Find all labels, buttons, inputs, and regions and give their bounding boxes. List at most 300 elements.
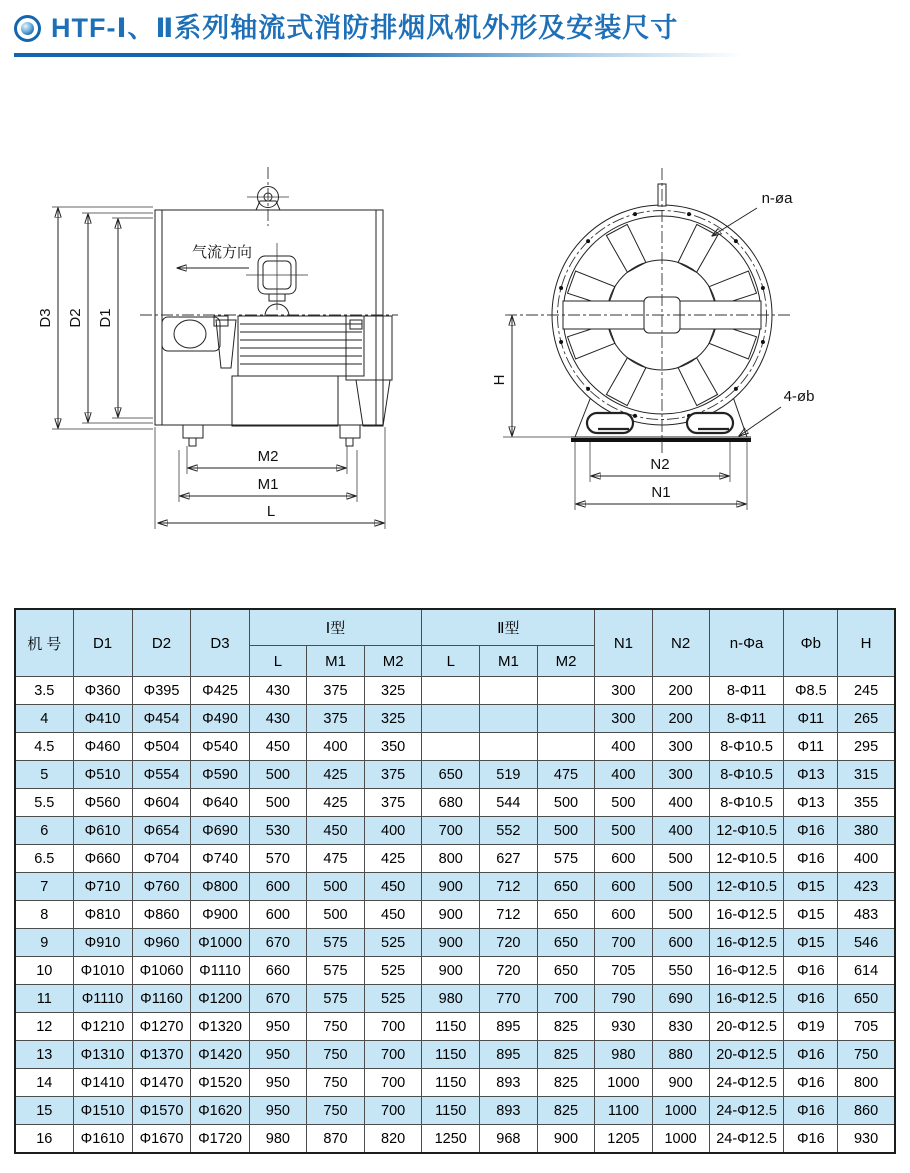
table-row — [15, 1041, 895, 1069]
value-cell: Φ1110 — [73, 985, 132, 1013]
motor-assembly — [162, 316, 392, 426]
value-cell: 450 — [249, 733, 307, 761]
value-cell: Φ604 — [132, 789, 191, 817]
value-cell: Φ1510 — [73, 1097, 132, 1125]
value-cell: 968 — [480, 1125, 538, 1154]
value-cell: Φ1370 — [132, 1041, 191, 1069]
value-cell: 375 — [307, 677, 365, 705]
value-cell: Φ19 — [784, 1013, 838, 1041]
value-cell: 600 — [249, 901, 307, 929]
value-cell: 825 — [537, 1097, 595, 1125]
value-cell: 300 — [595, 677, 652, 705]
title-bullet-icon — [14, 15, 41, 42]
value-cell: 475 — [537, 761, 595, 789]
value-cell: 750 — [307, 1097, 365, 1125]
value-cell: 900 — [422, 929, 480, 957]
value-cell: 500 — [652, 873, 709, 901]
value-cell: 720 — [480, 957, 538, 985]
value-cell: 950 — [249, 1097, 307, 1125]
value-cell: Φ1620 — [191, 1097, 249, 1125]
value-cell — [422, 677, 480, 705]
dim-label-d1: D1 — [97, 308, 114, 328]
value-cell: Φ1520 — [191, 1069, 249, 1097]
value-cell: 325 — [364, 705, 422, 733]
value-cell: Φ13 — [784, 789, 838, 817]
value-cell: Φ1110 — [191, 957, 249, 985]
value-cell: 980 — [422, 985, 480, 1013]
value-cell: Φ460 — [73, 733, 132, 761]
value-cell: 720 — [480, 929, 538, 957]
value-cell: 400 — [652, 817, 709, 845]
model-cell: 8 — [15, 901, 73, 929]
value-cell: 820 — [364, 1125, 422, 1154]
value-cell: 750 — [838, 1041, 895, 1069]
value-cell: Φ15 — [784, 929, 838, 957]
value-cell: 825 — [537, 1013, 595, 1041]
value-cell: 350 — [364, 733, 422, 761]
value-cell: Φ704 — [132, 845, 191, 873]
value-cell: Φ16 — [784, 817, 838, 845]
value-cell: 950 — [249, 1041, 307, 1069]
value-cell: 575 — [307, 957, 365, 985]
value-cell: 700 — [364, 1013, 422, 1041]
model-cell: 4 — [15, 705, 73, 733]
junction-box — [246, 243, 308, 316]
table-row — [15, 761, 895, 789]
value-cell: Φ660 — [73, 845, 132, 873]
value-cell: 475 — [307, 845, 365, 873]
value-cell: 400 — [364, 817, 422, 845]
value-cell: 8-Φ10.5 — [709, 761, 784, 789]
value-cell: 200 — [652, 705, 709, 733]
value-cell: 300 — [652, 733, 709, 761]
value-cell: 705 — [838, 1013, 895, 1041]
table-row — [15, 789, 895, 817]
value-cell: 12-Φ10.5 — [709, 873, 784, 901]
value-cell: 500 — [249, 789, 307, 817]
value-cell: 980 — [595, 1041, 652, 1069]
table-row — [15, 733, 895, 761]
value-cell: Φ454 — [132, 705, 191, 733]
base-hole-callout: 4-øb — [783, 388, 815, 405]
value-cell: 712 — [480, 873, 538, 901]
value-cell: 423 — [838, 873, 895, 901]
bolt-ring-callout: n-øa — [761, 190, 793, 207]
value-cell: 575 — [537, 845, 595, 873]
value-cell: 425 — [307, 761, 365, 789]
value-cell: Φ15 — [784, 873, 838, 901]
value-cell: Φ1060 — [132, 957, 191, 985]
value-cell: 600 — [595, 845, 652, 873]
model-cell: 16 — [15, 1125, 73, 1154]
value-cell: Φ610 — [73, 817, 132, 845]
value-cell — [480, 733, 538, 761]
dim-label-n2: N2 — [650, 456, 670, 473]
value-cell: Φ490 — [191, 705, 249, 733]
value-cell: 700 — [595, 929, 652, 957]
table-row — [15, 705, 895, 733]
value-cell: 680 — [422, 789, 480, 817]
value-cell: Φ1310 — [73, 1041, 132, 1069]
value-cell: 650 — [537, 957, 595, 985]
value-cell: Φ16 — [784, 957, 838, 985]
value-cell: 12-Φ10.5 — [709, 845, 784, 873]
model-cell: 3.5 — [15, 677, 73, 705]
value-cell: 525 — [364, 929, 422, 957]
value-cell: 1205 — [595, 1125, 652, 1154]
value-cell: Φ360 — [73, 677, 132, 705]
value-cell: Φ560 — [73, 789, 132, 817]
value-cell: 870 — [307, 1125, 365, 1154]
dim-label-n1: N1 — [651, 484, 671, 501]
model-cell: 13 — [15, 1041, 73, 1069]
value-cell: 544 — [480, 789, 538, 817]
value-cell: 1000 — [595, 1069, 652, 1097]
value-cell: 24-Φ12.5 — [709, 1069, 784, 1097]
airflow-label: 气流方向 — [191, 244, 253, 261]
table-body — [15, 677, 895, 1154]
model-cell: 11 — [15, 985, 73, 1013]
value-cell: 8-Φ10.5 — [709, 789, 784, 817]
col-header-phi-b: Φb — [784, 609, 838, 677]
dim-label-l: L — [266, 503, 276, 520]
value-cell: Φ16 — [784, 1041, 838, 1069]
value-cell: 670 — [249, 929, 307, 957]
value-cell: Φ800 — [191, 873, 249, 901]
value-cell: 750 — [307, 1013, 365, 1041]
col-header-d1: D1 — [73, 609, 132, 677]
value-cell — [480, 705, 538, 733]
value-cell: 500 — [652, 901, 709, 929]
value-cell: 1000 — [652, 1097, 709, 1125]
dim-label-m2: M2 — [257, 448, 279, 465]
value-cell: 705 — [595, 957, 652, 985]
value-cell: 860 — [838, 1097, 895, 1125]
model-cell: 4.5 — [15, 733, 73, 761]
value-cell: Φ16 — [784, 845, 838, 873]
value-cell: 552 — [480, 817, 538, 845]
title-underline — [14, 53, 744, 57]
table-row — [15, 1069, 895, 1097]
value-cell: 880 — [652, 1041, 709, 1069]
value-cell: Φ16 — [784, 985, 838, 1013]
value-cell: Φ740 — [191, 845, 249, 873]
value-cell: Φ13 — [784, 761, 838, 789]
table-row — [15, 873, 895, 901]
value-cell: Φ1720 — [191, 1125, 249, 1154]
value-cell: Φ11 — [784, 705, 838, 733]
value-cell: 570 — [249, 845, 307, 873]
value-cell: 200 — [652, 677, 709, 705]
value-cell: Φ1420 — [191, 1041, 249, 1069]
value-cell: 500 — [307, 873, 365, 901]
value-cell: 600 — [249, 873, 307, 901]
value-cell: 325 — [364, 677, 422, 705]
value-cell: 375 — [364, 761, 422, 789]
model-cell: 7 — [15, 873, 73, 901]
value-cell: 670 — [249, 985, 307, 1013]
value-cell: 425 — [364, 845, 422, 873]
model-cell: 12 — [15, 1013, 73, 1041]
lifting-eye — [247, 167, 289, 226]
value-cell: Φ1610 — [73, 1125, 132, 1154]
front-view-drawing — [491, 168, 814, 510]
value-cell: 500 — [537, 789, 595, 817]
col-header-n-phi-a: n-Φa — [709, 609, 784, 677]
dim-label-h: H — [491, 374, 508, 386]
value-cell: 550 — [652, 957, 709, 985]
value-cell: Φ1320 — [191, 1013, 249, 1041]
value-cell: Φ554 — [132, 761, 191, 789]
col-header-type1-m1: M1 — [307, 646, 365, 677]
table-row — [15, 901, 895, 929]
model-cell: 6.5 — [15, 845, 73, 873]
value-cell: 8-Φ11 — [709, 705, 784, 733]
col-header-d3: D3 — [191, 609, 249, 677]
value-cell: Φ1160 — [132, 985, 191, 1013]
value-cell: 650 — [838, 985, 895, 1013]
value-cell: 16-Φ12.5 — [709, 985, 784, 1013]
col-header-n2: N2 — [652, 609, 709, 677]
value-cell: 400 — [838, 845, 895, 873]
value-cell: 24-Φ12.5 — [709, 1125, 784, 1154]
value-cell: 16-Φ12.5 — [709, 929, 784, 957]
value-cell: Φ425 — [191, 677, 249, 705]
value-cell: Φ510 — [73, 761, 132, 789]
value-cell: 24-Φ12.5 — [709, 1097, 784, 1125]
value-cell: 700 — [364, 1041, 422, 1069]
value-cell: 315 — [838, 761, 895, 789]
col-header-type2: Ⅱ型 — [422, 609, 595, 646]
value-cell: 265 — [838, 705, 895, 733]
value-cell: 700 — [364, 1069, 422, 1097]
value-cell: 650 — [537, 929, 595, 957]
value-cell: 600 — [652, 929, 709, 957]
value-cell: 500 — [652, 845, 709, 873]
value-cell: Φ760 — [132, 873, 191, 901]
value-cell: Φ410 — [73, 705, 132, 733]
table-row — [15, 1097, 895, 1125]
dimension-table — [14, 608, 896, 1154]
value-cell: 830 — [652, 1013, 709, 1041]
value-cell: 450 — [364, 901, 422, 929]
value-cell: 530 — [249, 817, 307, 845]
value-cell: 375 — [364, 789, 422, 817]
value-cell: Φ16 — [784, 1097, 838, 1125]
value-cell: Φ1470 — [132, 1069, 191, 1097]
value-cell: 430 — [249, 705, 307, 733]
value-cell: 1100 — [595, 1097, 652, 1125]
value-cell: Φ690 — [191, 817, 249, 845]
value-cell: Φ395 — [132, 677, 191, 705]
model-cell: 5 — [15, 761, 73, 789]
col-header-model: 机 号 — [15, 609, 73, 677]
value-cell: 712 — [480, 901, 538, 929]
value-cell: Φ1010 — [73, 957, 132, 985]
model-cell: 10 — [15, 957, 73, 985]
value-cell: Φ810 — [73, 901, 132, 929]
col-header-h: H — [838, 609, 895, 677]
value-cell: 825 — [537, 1041, 595, 1069]
dim-label-d2: D2 — [67, 308, 84, 328]
value-cell: Φ1210 — [73, 1013, 132, 1041]
value-cell: 525 — [364, 985, 422, 1013]
value-cell: 900 — [422, 957, 480, 985]
value-cell: 295 — [838, 733, 895, 761]
value-cell: 16-Φ12.5 — [709, 957, 784, 985]
value-cell: 500 — [249, 761, 307, 789]
value-cell: Φ910 — [73, 929, 132, 957]
value-cell: 800 — [838, 1069, 895, 1097]
dim-label-m1: M1 — [257, 476, 279, 493]
value-cell: 400 — [652, 789, 709, 817]
value-cell: 355 — [838, 789, 895, 817]
value-cell: 400 — [307, 733, 365, 761]
value-cell: 650 — [537, 873, 595, 901]
model-cell: 5.5 — [15, 789, 73, 817]
side-view-drawing — [37, 167, 398, 529]
diameter-dimensions — [37, 207, 153, 429]
value-cell: 893 — [480, 1069, 538, 1097]
value-cell: Φ860 — [132, 901, 191, 929]
value-cell: Φ16 — [784, 1125, 838, 1154]
value-cell: 900 — [422, 901, 480, 929]
value-cell: 660 — [249, 957, 307, 985]
value-cell — [537, 733, 595, 761]
table-row — [15, 1125, 895, 1154]
value-cell: 600 — [595, 873, 652, 901]
value-cell: 483 — [838, 901, 895, 929]
value-cell: 400 — [595, 761, 652, 789]
page-title: HTF-Ⅰ、Ⅱ系列轴流式消防排烟风机外形及安装尺寸 — [51, 13, 679, 43]
value-cell: 450 — [364, 873, 422, 901]
value-cell: Φ1000 — [191, 929, 249, 957]
dim-label-d3: D3 — [37, 308, 54, 328]
value-cell — [422, 705, 480, 733]
table-row — [15, 677, 895, 705]
table-row — [15, 817, 895, 845]
value-cell: 614 — [838, 957, 895, 985]
value-cell: Φ8.5 — [784, 677, 838, 705]
table-row — [15, 929, 895, 957]
value-cell: Φ960 — [132, 929, 191, 957]
value-cell: 700 — [364, 1097, 422, 1125]
value-cell: 575 — [307, 985, 365, 1013]
value-cell: 20-Φ12.5 — [709, 1041, 784, 1069]
value-cell: 930 — [838, 1125, 895, 1154]
model-cell: 6 — [15, 817, 73, 845]
col-header-d2: D2 — [132, 609, 191, 677]
value-cell: 450 — [307, 817, 365, 845]
table-header — [15, 609, 895, 677]
value-cell: 245 — [838, 677, 895, 705]
value-cell: 930 — [595, 1013, 652, 1041]
value-cell: 770 — [480, 985, 538, 1013]
value-cell: 500 — [307, 901, 365, 929]
value-cell: 790 — [595, 985, 652, 1013]
value-cell: 1150 — [422, 1041, 480, 1069]
value-cell: Φ11 — [784, 733, 838, 761]
value-cell: 893 — [480, 1097, 538, 1125]
value-cell: 12-Φ10.5 — [709, 817, 784, 845]
value-cell: 900 — [652, 1069, 709, 1097]
value-cell: 895 — [480, 1013, 538, 1041]
col-header-type1-l: L — [249, 646, 307, 677]
value-cell: 575 — [307, 929, 365, 957]
value-cell: 980 — [249, 1125, 307, 1154]
value-cell: 546 — [838, 929, 895, 957]
value-cell: 16-Φ12.5 — [709, 901, 784, 929]
value-cell: 20-Φ12.5 — [709, 1013, 784, 1041]
title-bar — [14, 13, 678, 43]
value-cell: 600 — [595, 901, 652, 929]
value-cell: 750 — [307, 1041, 365, 1069]
value-cell: 900 — [537, 1125, 595, 1154]
value-cell: Φ540 — [191, 733, 249, 761]
col-header-type1-m2: M2 — [364, 646, 422, 677]
value-cell: Φ590 — [191, 761, 249, 789]
value-cell: Φ654 — [132, 817, 191, 845]
value-cell — [480, 677, 538, 705]
value-cell: 750 — [307, 1069, 365, 1097]
value-cell: Φ1570 — [132, 1097, 191, 1125]
base-dimensions — [575, 442, 747, 510]
value-cell: 1150 — [422, 1097, 480, 1125]
value-cell: 650 — [422, 761, 480, 789]
value-cell: 500 — [595, 789, 652, 817]
col-header-type2-m1: M1 — [480, 646, 538, 677]
value-cell: 375 — [307, 705, 365, 733]
value-cell: 690 — [652, 985, 709, 1013]
table-row — [15, 845, 895, 873]
value-cell: Φ1410 — [73, 1069, 132, 1097]
value-cell: Φ900 — [191, 901, 249, 929]
technical-drawing — [0, 150, 910, 590]
value-cell: Φ1670 — [132, 1125, 191, 1154]
value-cell: 900 — [422, 873, 480, 901]
value-cell: 950 — [249, 1013, 307, 1041]
value-cell: 1150 — [422, 1013, 480, 1041]
value-cell: 1000 — [652, 1125, 709, 1154]
col-header-type1: Ⅰ型 — [249, 609, 422, 646]
model-cell: 15 — [15, 1097, 73, 1125]
value-cell: 300 — [595, 705, 652, 733]
value-cell: Φ640 — [191, 789, 249, 817]
table-row — [15, 985, 895, 1013]
value-cell — [537, 677, 595, 705]
value-cell: 425 — [307, 789, 365, 817]
value-cell: 500 — [595, 817, 652, 845]
value-cell: 700 — [422, 817, 480, 845]
value-cell: 1150 — [422, 1069, 480, 1097]
value-cell: 800 — [422, 845, 480, 873]
value-cell — [537, 705, 595, 733]
value-cell: 400 — [595, 733, 652, 761]
value-cell: 500 — [537, 817, 595, 845]
model-cell: 14 — [15, 1069, 73, 1097]
table-row — [15, 957, 895, 985]
value-cell: Φ710 — [73, 873, 132, 901]
value-cell: Φ504 — [132, 733, 191, 761]
value-cell: 300 — [652, 761, 709, 789]
value-cell: 8-Φ10.5 — [709, 733, 784, 761]
value-cell: 700 — [537, 985, 595, 1013]
value-cell: 627 — [480, 845, 538, 873]
col-header-n1: N1 — [595, 609, 652, 677]
value-cell: 895 — [480, 1041, 538, 1069]
value-cell: 519 — [480, 761, 538, 789]
value-cell: 825 — [537, 1069, 595, 1097]
